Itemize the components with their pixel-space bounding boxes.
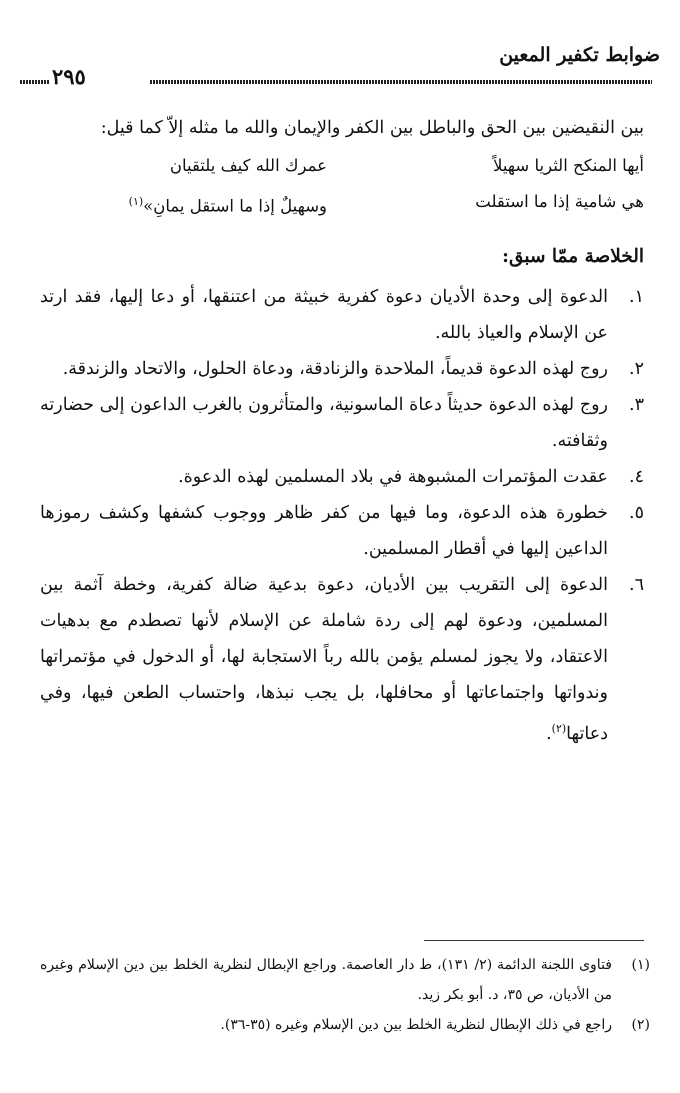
item-text: الدعوة إلى وحدة الأديان دعوة كفرية خبيثة من اعتنقها، أو دعا إليها، فقد ارتد عن الإسلام والعياذ بالله.	[40, 286, 608, 343]
item-end: .	[546, 723, 552, 744]
list-item	[40, 387, 644, 459]
footnote-ref-2: (٢)	[551, 721, 567, 735]
item-text: الدعوة إلى التقريب بين الأديان، دعوة بدعية ضالة كفرية، وخطة آثمة بين المسلمين، ودعوة لهم إلى ردة شاملة عن الإسلام لأنها تصطدم مع بدهيات الاعتقاد، ولا يجوز لمسلم يؤمن بالله رباً الاستجابة لها، أو الدخول في مؤتمراتها وندواتها واجتماعاتها أو محافلها، بل يجب نبذها، واحتساب الطعن فيها، وفي دعاتها	[40, 574, 608, 744]
footnote	[40, 950, 650, 1010]
summary-heading: الخلاصة ممّا سبق:	[502, 245, 644, 267]
list-item	[40, 567, 644, 752]
item-number: ١.	[629, 286, 644, 307]
footnote-number: (١)	[631, 957, 650, 973]
page-number: ٢٩٥	[52, 64, 86, 89]
main-text	[40, 110, 644, 751]
header-rule-left	[20, 80, 50, 84]
footnote-text: راجع في ذلك الإبطال لنظرية الخلط بين دين الإسلام وغيره (٣٥-٣٦).	[220, 1017, 612, 1033]
poem-line2-left-text: وسهيلٌ إذا ما استقل يمانِ»	[143, 196, 327, 216]
poem-line2-right: هي شامية إذا ما استقلت	[475, 192, 644, 211]
item-number: ٦.	[629, 574, 644, 595]
poem-line1-right: أيها المنكح الثريا سهيلاً	[492, 156, 644, 175]
footnote-rule	[424, 940, 644, 941]
item-text-wrap	[40, 567, 608, 752]
footnote-number: (٢)	[631, 1017, 650, 1033]
item-number: ٤.	[629, 466, 644, 487]
list-item	[40, 459, 644, 495]
footnote	[40, 1010, 650, 1040]
page-header	[20, 38, 660, 89]
item-number: ٥.	[629, 502, 644, 523]
poem-line1-left: عمرك الله كيف يلتقيان	[169, 156, 327, 175]
item-text: روج لهذه الدعوة حديثاً دعاة الماسونية، والمتأثرون بالغرب الداعون إلى حضارته وثقافته.	[40, 394, 608, 451]
item-number: ٢.	[629, 358, 644, 379]
item-text: عقدت المؤتمرات المشبوهة في بلاد المسلمين لهذه الدعوة.	[178, 466, 608, 487]
intro-paragraph: بين النقيضين بين الحق والباطل بين الكفر والإيمان والله ما مثله إلاّ كما قيل:	[100, 118, 644, 138]
footnote-text: فتاوى اللجنة الدائمة (٢/ ١٣١)، ط دار العاصمة. وراجع الإبطال لنظرية الخلط بين دين الإسلام وغيره من الأديان، ص ٣٥، د. أبو بكر زيد.	[40, 957, 612, 1003]
summary-list	[40, 279, 644, 752]
list-item	[40, 279, 644, 351]
running-title: ضوابط تكفير المعين	[499, 44, 660, 66]
poem-line2-left	[40, 184, 327, 225]
footnotes	[40, 950, 650, 1040]
item-number: ٣.	[629, 394, 644, 415]
item-text: خطورة هذه الدعوة، وما فيها من كفر ظاهر ووجوب كشفها وكشف رموزها الداعين إليها في أقطار المسلمين.	[40, 502, 608, 559]
item-text: روج لهذه الدعوة قديماً، الملاحدة والزنادقة، ودعاة الحلول، والاتحاد والزندقة.	[62, 358, 608, 379]
poem	[40, 148, 644, 225]
footnote-ref-1: (١)	[128, 195, 144, 208]
list-item	[40, 495, 644, 567]
list-item	[40, 351, 644, 387]
header-rule	[150, 80, 652, 84]
